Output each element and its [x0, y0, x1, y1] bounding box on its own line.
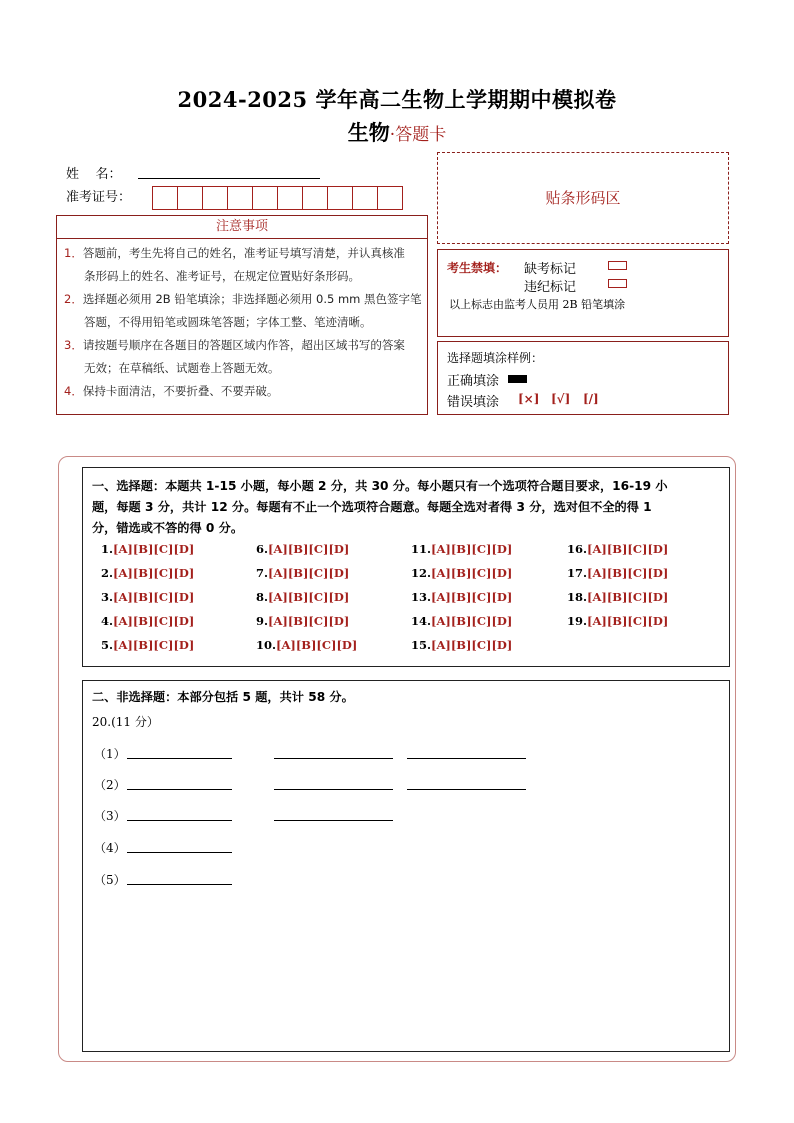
answer-blank[interactable] [407, 774, 526, 790]
question-15[interactable]: 15.[A][B][C][D] [411, 638, 513, 652]
notice-title: 注意事项 [57, 216, 427, 239]
id-cell[interactable] [227, 186, 253, 210]
question-7[interactable]: 7.[A][B][C][D] [256, 566, 350, 580]
answer-blank[interactable] [127, 774, 232, 790]
question-6[interactable]: 6.[A][B][C][D] [256, 542, 350, 556]
part-label: （4） [94, 841, 126, 855]
part-label: （2） [94, 778, 126, 792]
question-1[interactable]: 1.[A][B][C][D] [101, 542, 195, 556]
wrong-label: 错误填涂 [447, 395, 500, 410]
answer-blank[interactable] [407, 743, 526, 759]
question-20-label: 20.(11 分） [92, 715, 159, 729]
answer-blank[interactable] [127, 869, 232, 885]
part-label: （1） [94, 747, 126, 761]
part-label: （3） [94, 809, 126, 823]
id-cell[interactable] [152, 186, 178, 210]
name-label: 姓 名： [66, 167, 122, 182]
correct-label: 正确填涂 [447, 374, 500, 389]
violation-label: 违纪标记 [524, 280, 577, 295]
question-8[interactable]: 8.[A][B][C][D] [256, 590, 350, 604]
question-16[interactable]: 16.[A][B][C][D] [567, 542, 669, 556]
notice-item-cont: 答题，不得用铅笔或圆珠笔答题；字体工整、笔迹清晰。 [84, 315, 372, 329]
id-cell[interactable] [352, 186, 378, 210]
answer-blank[interactable] [127, 805, 232, 821]
question-10[interactable]: 10.[A][B][C][D] [256, 638, 358, 652]
subject-label: 生物 [347, 120, 390, 145]
question-9[interactable]: 9.[A][B][C][D] [256, 614, 350, 628]
sample-box [437, 341, 729, 415]
notice-item-cont: 无效；在草稿纸、试题卷上答题无效。 [84, 361, 280, 375]
id-cell[interactable] [252, 186, 278, 210]
page-subtitle [0, 117, 794, 147]
forbidden-label: 考生禁填： [447, 261, 508, 275]
wrong-mark-cross: [×] [518, 392, 540, 406]
wrong-mark-slash: [/] [583, 392, 599, 406]
part-label: （5） [94, 873, 126, 887]
question-12[interactable]: 12.[A][B][C][D] [411, 566, 513, 580]
notice-item: 1．答题前，考生先将自己的姓名，准考证号填写清楚，并认真核准 [64, 246, 405, 260]
section-choice [82, 467, 730, 667]
id-cell[interactable] [277, 186, 303, 210]
notice-item: 4．保持卡面清洁，不要折叠、不要弄破。 [64, 384, 279, 398]
question-4[interactable]: 4.[A][B][C][D] [101, 614, 195, 628]
id-cell[interactable] [177, 186, 203, 210]
question-13[interactable]: 13.[A][B][C][D] [411, 590, 513, 604]
question-18[interactable]: 18.[A][B][C][D] [567, 590, 669, 604]
answer-blank[interactable] [274, 774, 393, 790]
violation-mark-box[interactable] [608, 279, 627, 288]
absent-mark-box[interactable] [608, 261, 627, 270]
section1-instructions: 题，每题 3 分，共计 12 分。每题有不止一个选项符合题意。每题全选对者得 3 分，选对但不全的得 1 [92, 500, 652, 514]
id-cell[interactable] [327, 186, 353, 210]
question-5[interactable]: 5.[A][B][C][D] [101, 638, 195, 652]
notice-item: 2．选择题必须用 2B 铅笔填涂；非选择题必须用 0.5 mm 黑色签字笔 [64, 292, 422, 306]
question-11[interactable]: 11.[A][B][C][D] [411, 542, 513, 556]
id-cell[interactable] [377, 186, 403, 210]
notice-box [56, 215, 428, 415]
question-17[interactable]: 17.[A][B][C][D] [567, 566, 669, 580]
absent-label: 缺考标记 [524, 262, 577, 277]
question-19[interactable]: 19.[A][B][C][D] [567, 614, 669, 628]
answer-sheet-label: ·答题卡 [389, 125, 447, 145]
sample-title: 选择题填涂样例： [447, 351, 544, 365]
wrong-mark-check: [√] [551, 392, 571, 406]
notice-item: 3．请按题号顺序在各题目的答题区域内作答，超出区域书写的答案 [64, 338, 405, 352]
exam-id-label: 准考证号： [66, 190, 132, 205]
name-field[interactable] [138, 162, 320, 179]
answer-blank[interactable] [127, 837, 232, 853]
id-cell[interactable] [202, 186, 228, 210]
page-title: 2024-2025 学年高二生物上学期期中模拟卷 [177, 87, 617, 112]
question-2[interactable]: 2.[A][B][C][D] [101, 566, 195, 580]
barcode-area [437, 152, 729, 244]
section2-title: 二、非选择题：本部分包括 5 题，共计 58 分。 [92, 690, 354, 704]
question-14[interactable]: 14.[A][B][C][D] [411, 614, 513, 628]
answer-blank[interactable] [274, 805, 393, 821]
question-3[interactable]: 3.[A][B][C][D] [101, 590, 195, 604]
forbidden-note: 以上标志由监考人员用 2B 铅笔填涂 [449, 298, 626, 311]
section-non-choice [82, 680, 730, 1052]
forbidden-box [437, 249, 729, 337]
answer-blank[interactable] [127, 743, 232, 759]
section1-instructions: 分，错选或不答的得 0 分。 [92, 521, 244, 535]
id-cell[interactable] [302, 186, 328, 210]
correct-fill-mark [508, 375, 527, 383]
answer-blank[interactable] [274, 743, 393, 759]
barcode-label: 贴条形码区 [545, 189, 621, 207]
notice-item-cont: 条形码上的姓名、准考证号，在规定位置贴好条形码。 [84, 269, 360, 283]
section1-instructions: 一、选择题：本题共 1-15 小题，每小题 2 分，共 30 分。每小题只有一个选项符合题目要求，16-19 小 [92, 479, 668, 493]
exam-id-grid[interactable] [153, 186, 403, 210]
